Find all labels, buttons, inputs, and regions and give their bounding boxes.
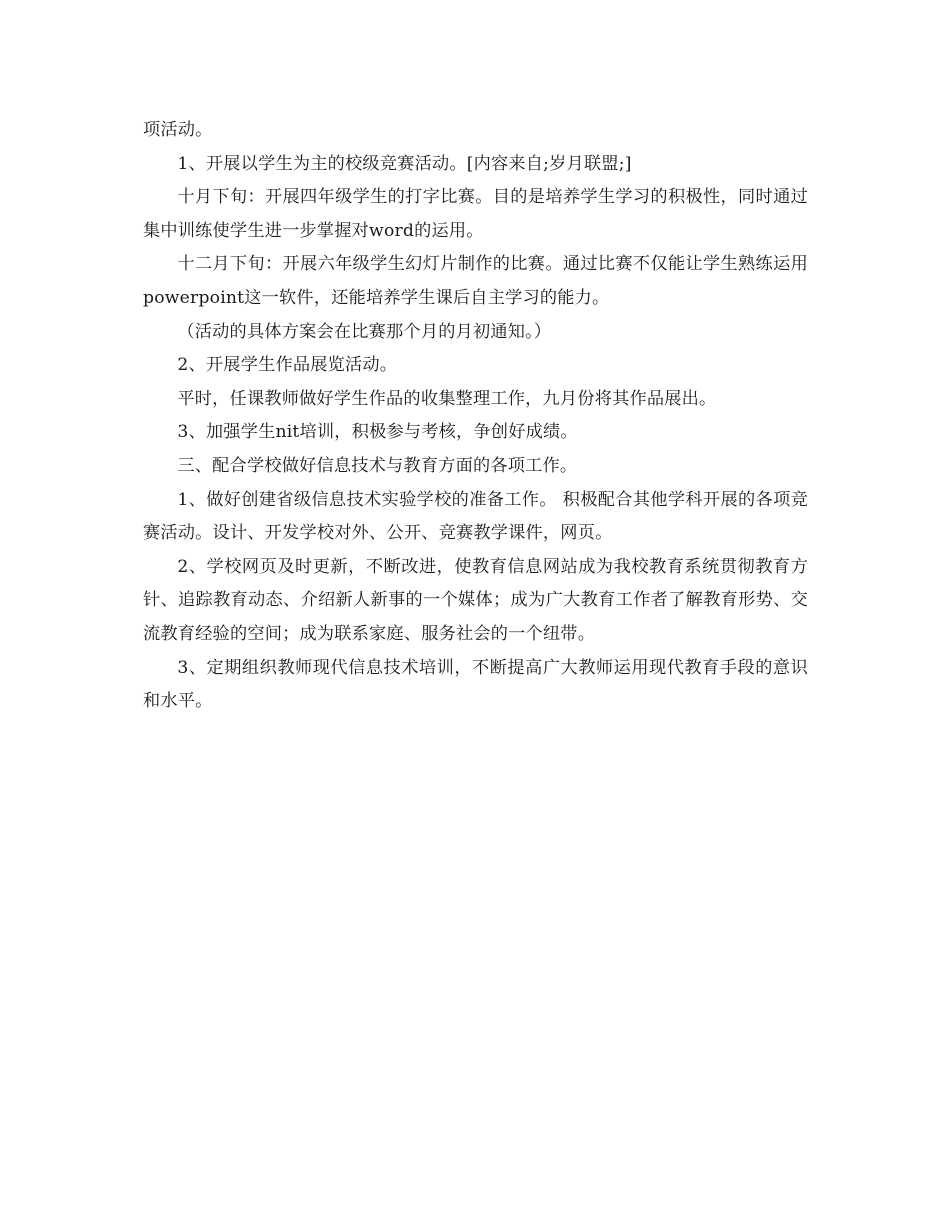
paragraph: （活动的具体方案会在比赛那个月的月初通知。） xyxy=(177,321,552,342)
paragraph: 3、定期组织教师现代信息技术培训，不断提高广大教师运用现代教育手段的意识和水平。 xyxy=(143,657,808,712)
paragraph: 2、学校网页及时更新，不断改进，使教育信息网站成为我校教育系统贯彻教育方针、追踪教育动态、介绍新人新事的一个媒体；成为广大教育工作者了解教育形势、交流教育经验的空间；成为联系家庭、服务社会的一个纽带。 xyxy=(143,556,808,644)
paragraph: 十二月下旬：开展六年级学生幻灯片制作的比赛。通过比赛不仅能让学生熟练运用powerpoint这一软件，还能培养学生课后自主学习的能力。 xyxy=(143,254,808,308)
paragraph: 十月下旬：开展四年级学生的打字比赛。目的是培养学生学习的积极性，同时通过集中训练使学生进一步掌握对word的运用。 xyxy=(143,187,808,241)
section-heading: 三、配合学校做好信息技术与教育方面的各项工作。 xyxy=(177,455,578,476)
paragraph: 项活动。 xyxy=(143,120,213,140)
paragraph: 1、做好创建省级信息技术实验学校的准备工作。 积极配合其他学科开展的各项竞赛活动。设计、开发学校对外、公开、竞赛教学课件，网页。 xyxy=(143,489,808,544)
document-body xyxy=(143,114,808,719)
paragraph: 3、加强学生nit培训，积极参与考核，争创好成绩。 xyxy=(177,422,578,443)
paragraph: 平时，任课教师做好学生作品的收集整理工作，九月份将其作品展出。 xyxy=(177,388,717,409)
paragraph: 1、开展以学生为主的校级竞赛活动。[内容来自;岁月联盟;] xyxy=(177,153,632,174)
paragraph: 2、开展学生作品展览活动。 xyxy=(177,355,398,376)
